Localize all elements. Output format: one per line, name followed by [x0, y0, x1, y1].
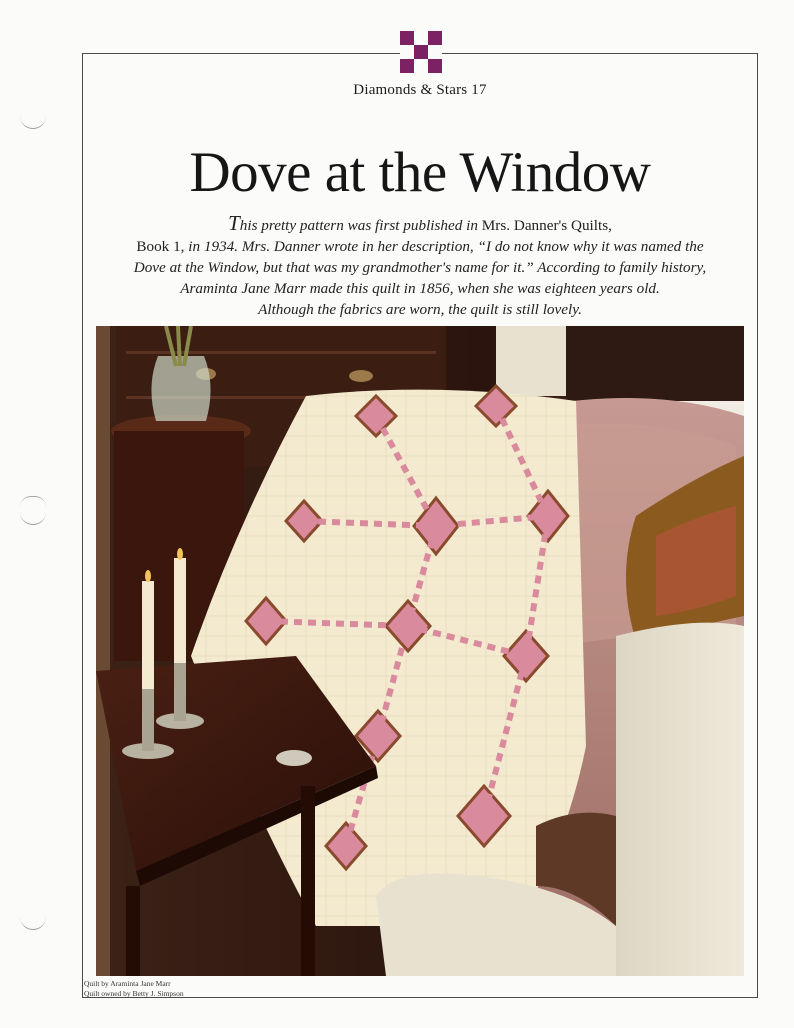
credit-quilt-owner: Quilt owned by Betty J. Simpson [84, 988, 184, 998]
drop-cap: T [228, 211, 240, 235]
page-header: Diamonds & Stars 17 [353, 82, 487, 98]
intro-line-3: Dove at the Window, but that was my grandmother's name for it.” According to family history, [133, 259, 707, 276]
intro-line-4: Araminta Jane Marr made this quilt in 1856, when she was eighteen years old. [180, 280, 660, 297]
intro-line-5: Although the fabrics are worn, the quilt is still lovely. [258, 301, 582, 318]
intro-paragraph [100, 213, 740, 320]
binder-hole-middle-bottom [20, 512, 46, 525]
page-title: Dove at the Window [189, 141, 651, 204]
binder-hole-top [20, 116, 46, 129]
intro-text-2: in 1934. Mrs. Danner wrote in her description, “I do not know why it was named the [188, 238, 704, 255]
intro-line-2 [100, 236, 740, 257]
book-volume: Book 1, [136, 238, 185, 255]
binder-hole-middle-top [20, 496, 46, 507]
checkerboard-logo-icon [400, 31, 442, 73]
intro-text-1: his pretty pattern was first published in [239, 217, 478, 234]
credit-quilt-maker: Quilt by Araminta Jane Marr [84, 979, 171, 988]
quilt-photo [96, 326, 744, 976]
intro-line-1 [100, 213, 740, 236]
quilt-photo-illustration [96, 326, 744, 976]
binder-hole-bottom [20, 917, 46, 930]
photo-credits [84, 979, 184, 998]
book-title: Mrs. Danner's Quilts, [481, 217, 612, 234]
